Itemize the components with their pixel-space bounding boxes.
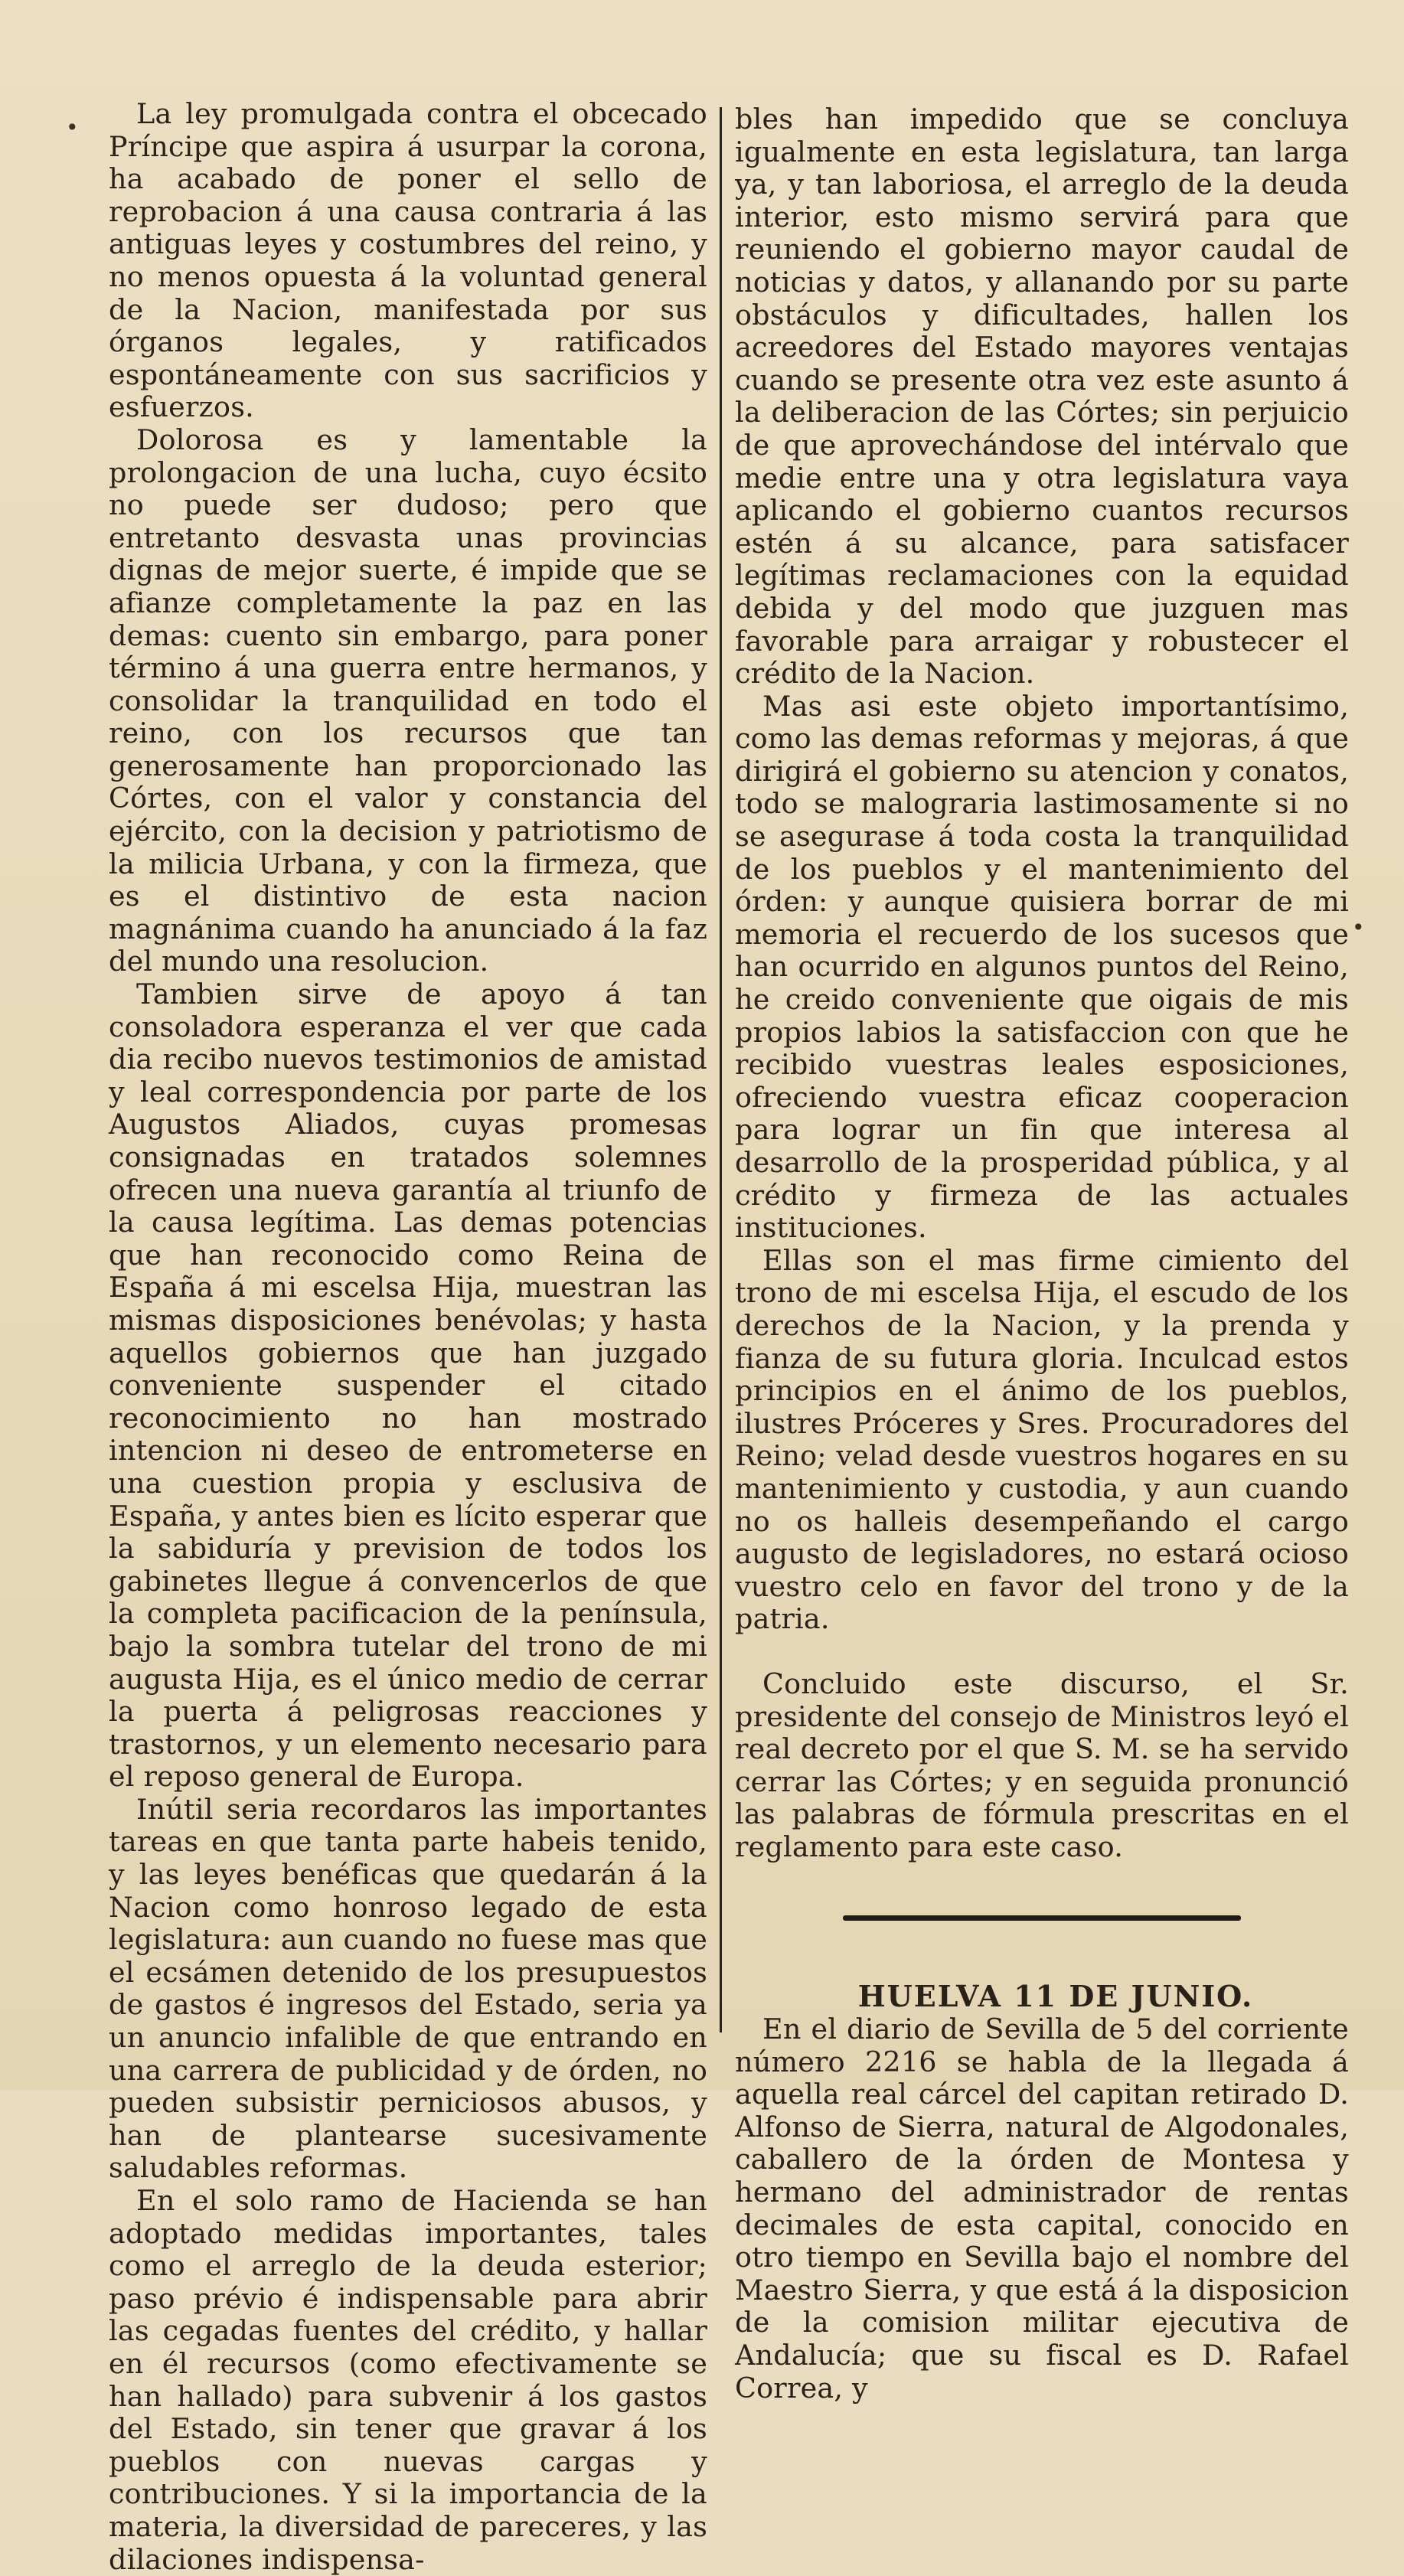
paragraph: Dolorosa es y lamentable la prolongacion de una lucha, cuyo écsito no puede ser dudoso; pero que entretanto desvasta unas provincias dignas de mejor suerte, é impide que se afianze completamente la paz en las demas: cuento sin embargo, para poner término á una guerra entre hermanos, y consolidar la tranquilidad en todo el reino, con los recursos que tan generosamente han proporcionado las Córtes, con el valor y constancia del ejército, con la decision y patriotismo de la milicia Urbana, y con la firmeza, que es el distintivo de esta nacion magnánima cuando ha anunciado á la faz del mundo una resolucion. — [109, 423, 707, 978]
news-paragraph: En el diario de Sevilla de 5 del corriente número 2216 se habla de la llegada á aquella real cárcel del capitan retirado D. Alfonso de Sierra, natural de Algodonales, caballero de la órden de Montesa y hermano del administrador de rentas decimales de esta capital, conocido en otro tiempo en Sevilla bajo el nombre del Maestro Sierra, y que está á la disposicion de la comision militar ejecutiva de Andalucía; que su fiscal es D. Rafael Correa, y — [735, 2013, 1349, 2405]
right-column — [735, 103, 1349, 2405]
margin-dot: • — [66, 115, 79, 140]
column-divider — [720, 107, 722, 2032]
closing-paragraph: Concluido este discurso, el Sr. presidente del consejo de Ministros leyó el real decreto por el que S. M. se ha servido cerrar las Córtes; y en seguida pronunció las palabras de fórmula prescritas en el reglamento para este caso. — [735, 1667, 1349, 1863]
spacer — [735, 1636, 1349, 1668]
section-separator — [843, 1915, 1241, 1921]
paragraph: Mas asi este objeto importantísimo, como las demas reformas y mejoras, á que dirigirá el gobierno su atencion y conatos, todo se malograria lastimosamente si no se asegurase á toda costa la tranquilidad de los pueblos y el mantenimiento del órden: y aunque quisiera borrar de mi memoria el recuerdo de los sucesos que han ocurrido en algunos puntos del Reino, he creido conveniente que oigais de mis propios labios la satisfaccion con que he recibido vuestras leales esposiciones, ofreciendo vuestra eficaz cooperacion para lograr un fin que interesa al desarrollo de la prosperidad pública, y al crédito y firmeza de las actuales instituciones. — [735, 689, 1349, 1245]
section-heading: HUELVA 11 DE JUNIO. — [857, 1979, 1254, 2014]
paragraph: En el solo ramo de Hacienda se han adoptado medidas importantes, tales como el arreglo de la deuda esterior; paso prévio é indispensable para abrir las cegadas fuentes del crédito, y hallar en él recursos (como efectivamente se han hallado) para subvenir á los gastos del Estado, sin tener que gravar á los pueblos con nuevas cargas y contribuciones. Y si la importancia de la materia, la diversidad de pareceres, y las dilaciones indispensa- — [109, 2184, 707, 2576]
left-column — [109, 98, 707, 2576]
paragraph: Inútil seria recordaros las importantes tareas en que tanta parte habeis tenido, y las leyes benéficas que quedarán á la Nacion como honroso legado de esta legislatura: aun cuando no fuese mas que el ecsámen detenido de los presupuestos de gastos é ingresos del Estado, seria ya un anuncio infalible de que entrando en una carrera de publicidad y de órden, no pueden subsistir perniciosos abusos, y han de plantearse sucesivamente saludables reformas. — [109, 1792, 707, 2185]
paragraph-continuation: bles han impedido que se concluya igualmente en esta legislatura, tan larga ya, y tan laboriosa, el arreglo de la deuda interior, esto mismo servirá para que reuniendo el gobierno mayor caudal de noticias y datos, y allanando por su parte obstáculos y dificultades, hallen los acreedores del Estado mayores ventajas cuando se presente otra vez este asunto á la deliberacion de las Córtes; sin perjuicio de que aprovechándose del intérvalo que medie entre una y otra legislatura vaya aplicando el gobierno cuantos recursos estén á su alcance, para satisfacer legítimas reclamaciones con la equidad debida y del modo que juzguen mas favorable para arraigar y robustecer el crédito de la Nacion. — [735, 103, 1349, 691]
margin-dot: • — [1352, 915, 1365, 940]
paragraph: Tambien sirve de apoyo á tan consoladora esperanza el ver que cada dia recibo nuevos testimonios de amistad y leal correspondencia por parte de los Augustos Aliados, cuyas promesas consignadas en tratados solemnes ofrecen una nueva garantía al triunfo de la causa legítima. Las demas potencias que han reconocido como Reina de España á mi escelsa Hija, muestran las mismas disposiciones benévolas; y hasta aquellos gobiernos que han juzgado conveniente suspender el citado reconocimiento no han mostrado intencion ni deseo de entrometerse en una cuestion propia y esclusiva de España, y antes bien es lícito esperar que la sabiduría y prevision de todos los gabinetes llegue á convencerlos de que la completa pacificacion de la península, bajo la sombra tutelar del trono de mi augusta Hija, es el único medio de cerrar la puerta á peligrosas reacciones y trastornos, y un elemento necesario para el reposo general de Europa. — [109, 978, 707, 1794]
paragraph: La ley promulgada contra el obcecado Príncipe que aspira á usurpar la corona, ha acabado de poner el sello de reprobacion á una causa contraria á las antiguas leyes y costumbres del reino, y no menos opuesta á la voluntad general de la Nacion, manifestada por sus órganos legales, y ratificados espontáneamente con sus sacrificios y esfuerzos. — [109, 97, 707, 424]
paragraph: Ellas son el mas firme cimiento del trono de mi escelsa Hija, el escudo de los derechos de la Nacion, y la prenda y fianza de su futura gloria. Inculcad estos principios en el ánimo de los pueblos, ilustres Próceres y Sres. Procuradores del Reino; velad desde vuestros hogares en su mantenimiento y custodia, y aun cuando no os halleis desempeñando el cargo augusto de legisladores, no estará ocioso vuestro celo en favor del trono y de la patria. — [735, 1243, 1349, 1636]
